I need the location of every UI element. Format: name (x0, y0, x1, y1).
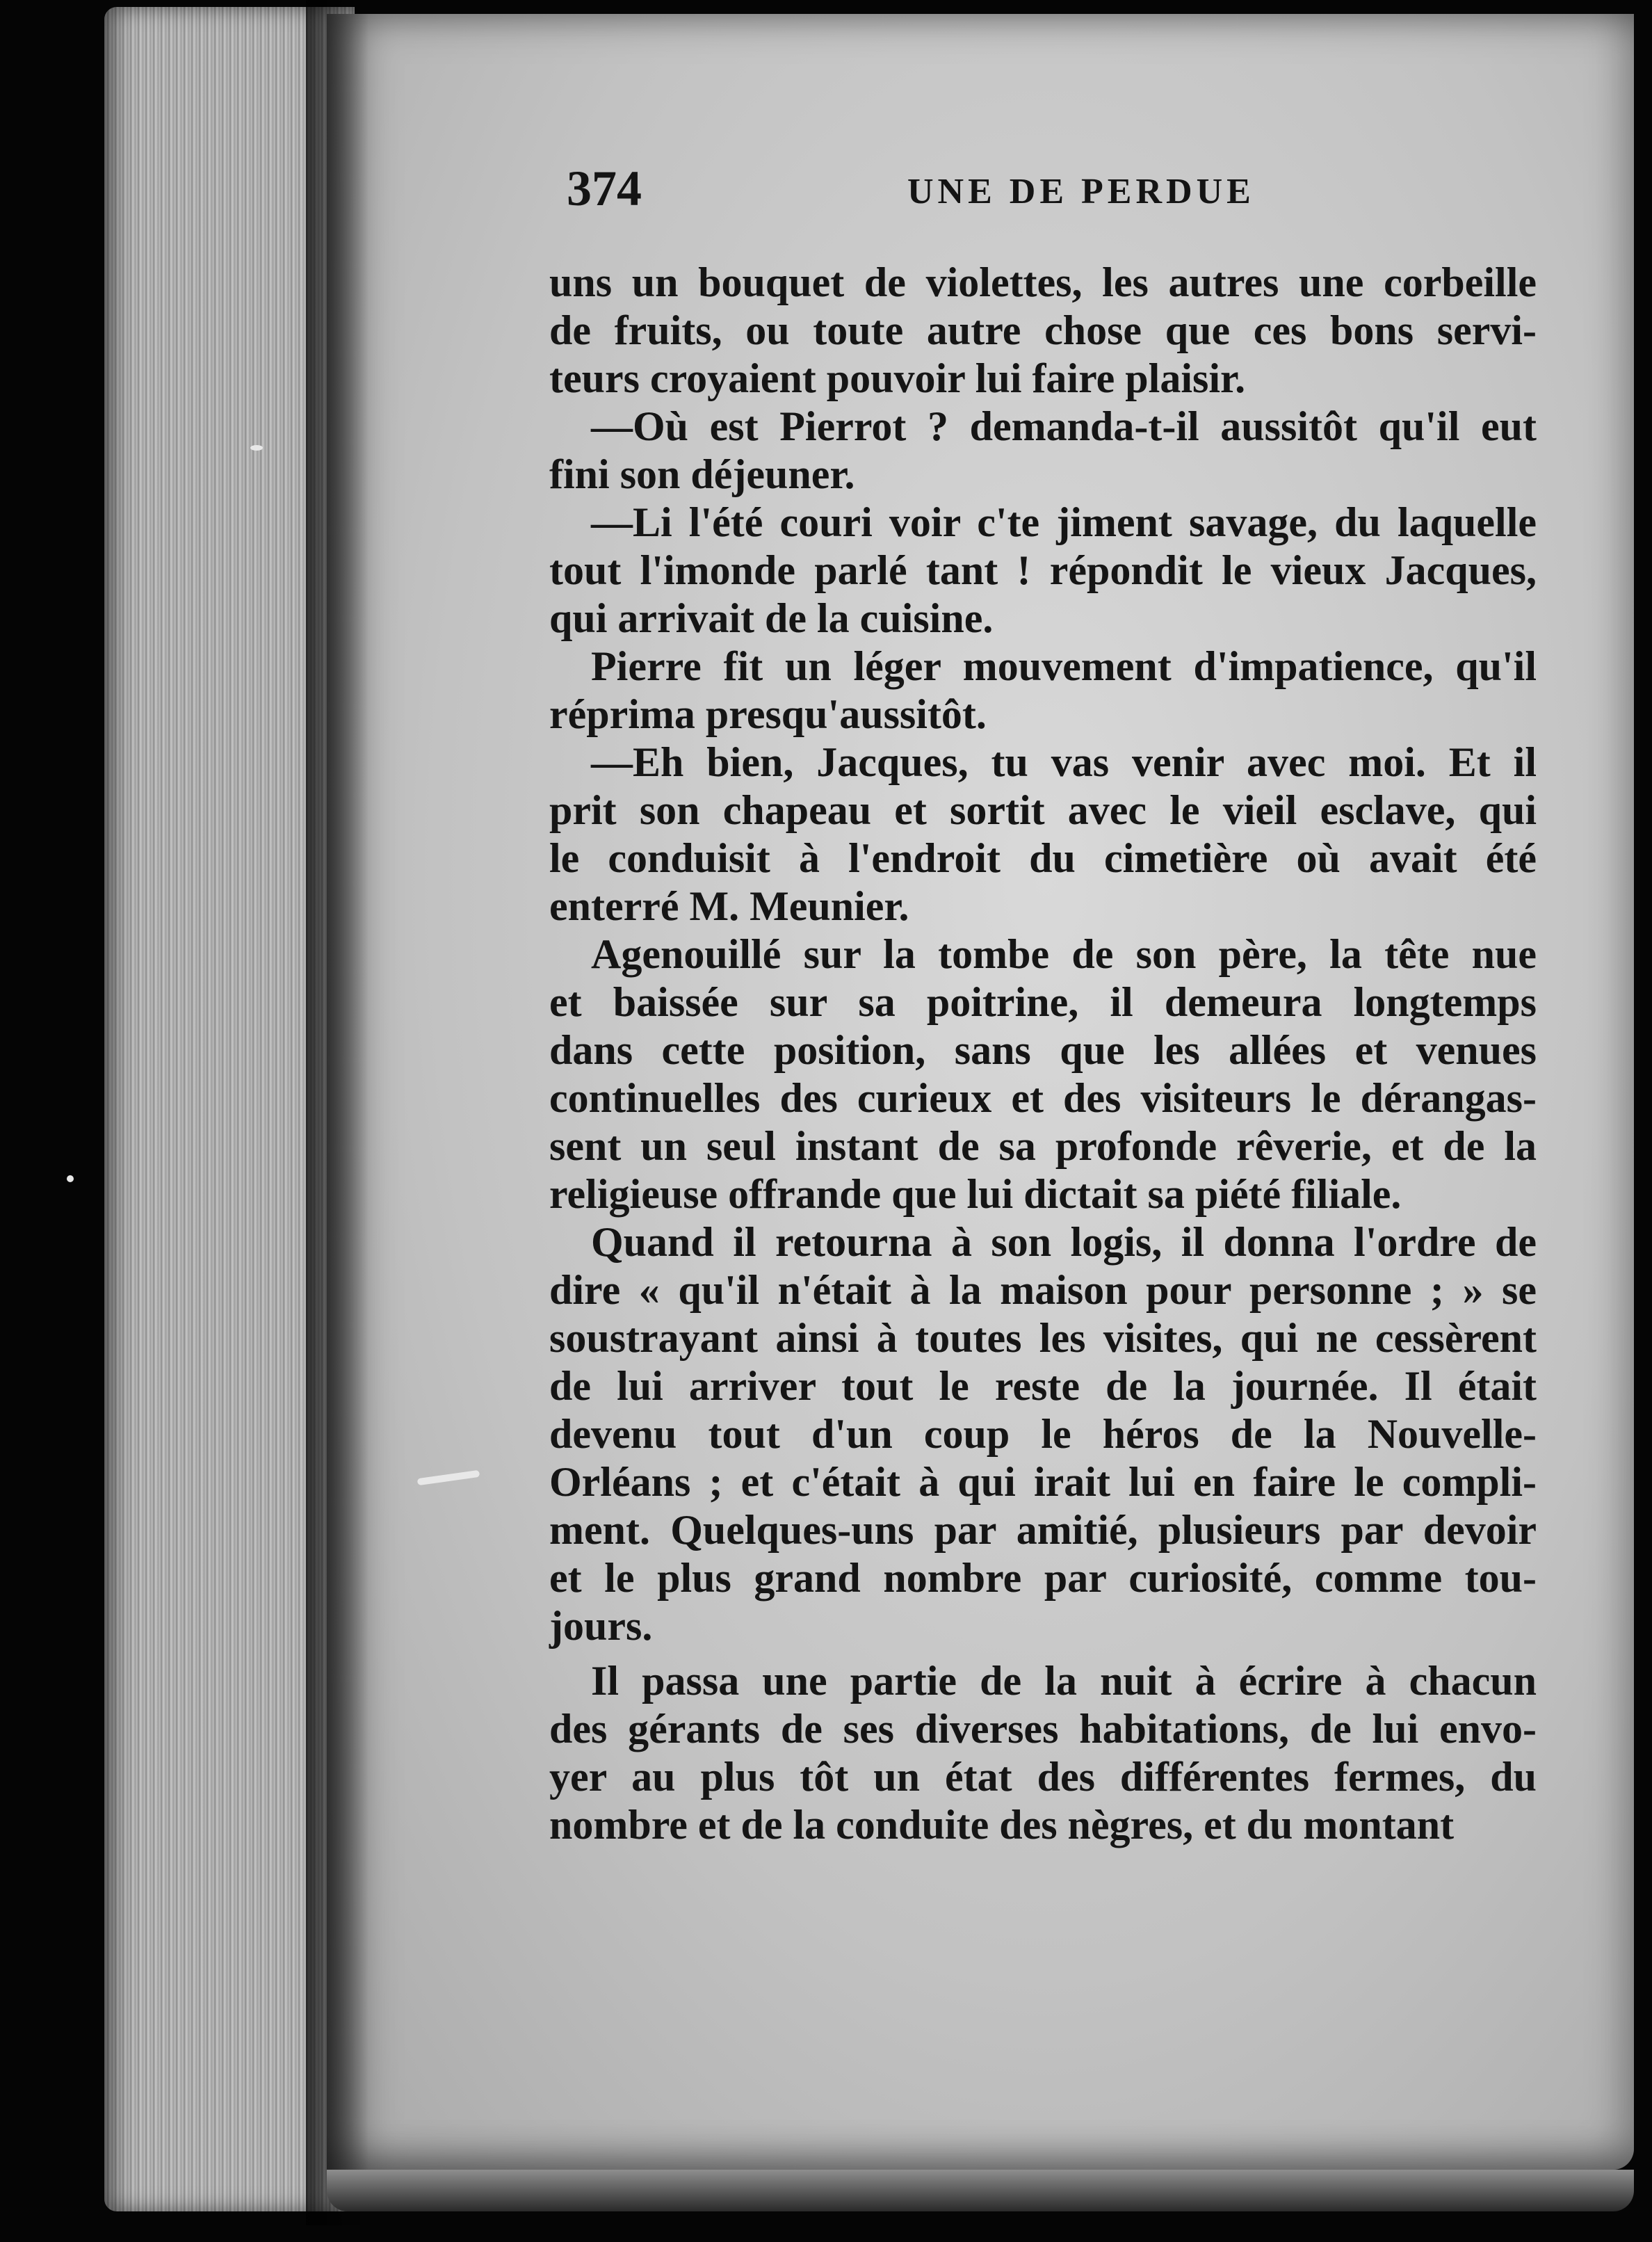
binding-shadow (306, 0, 369, 2225)
text-line: tout l'imonde parlé tant ! répondit le vieux Jacques, (549, 547, 1537, 593)
page-header (567, 160, 1554, 223)
text-line: dire « qu'il n'était à la maison pour personne ; » se (549, 1267, 1537, 1313)
text-line: Orléans ; et c'était à qui irait lui en faire le compli- (549, 1459, 1537, 1505)
page-number: 374 (567, 161, 642, 216)
text-line: dans cette position, sans que les allées et venues (549, 1027, 1537, 1073)
text-line: de lui arriver tout le reste de la journée. Il était (549, 1363, 1537, 1409)
text-line: Il passa une partie de la nuit à écrire à chacun (591, 1658, 1537, 1704)
paragraph (549, 643, 1537, 739)
text-line: et baissée sur sa poitrine, il demeura longtemps (549, 979, 1537, 1025)
text-line: —Li l'été couri voir c'te jiment savage, du laquelle (591, 499, 1537, 545)
text-line: Agenouillé sur la tombe de son père, la tête nue (591, 931, 1537, 977)
text-line: qui arrivait de la cuisine. (549, 595, 994, 641)
text-line: Pierre fit un léger mouvement d'impatience, qu'il (591, 643, 1537, 689)
text-line: nombre et de la conduite des nègres, et du montant (549, 1802, 1455, 1848)
paragraph (549, 1657, 1537, 1849)
paragraph (549, 499, 1537, 643)
paragraph (549, 930, 1537, 1218)
text-line: ment. Quelques-uns par amitié, plusieurs par devoir (549, 1507, 1537, 1553)
text-line: sent un seul instant de sa profonde rêverie, et de la (549, 1123, 1537, 1169)
text-line: de fruits, ou toute autre chose que ces bons servi- (549, 307, 1537, 353)
scan-speck (67, 1175, 74, 1182)
page-bottom-edge (327, 2170, 1634, 2211)
text-line: enterré M. Meunier. (549, 883, 909, 929)
text-line: fini son déjeuner. (549, 451, 855, 497)
paragraph (549, 403, 1537, 499)
text-line: soustrayant ainsi à toutes les visites, qui ne cessèrent (549, 1315, 1537, 1361)
text-line: et le plus grand nombre par curiosité, comme tou- (549, 1555, 1537, 1601)
text-line: —Eh bien, Jacques, tu vas venir avec moi. Et il (591, 739, 1537, 785)
text-line: réprima presqu'aussitôt. (549, 691, 987, 737)
paragraph (549, 739, 1537, 930)
text-line: le conduisit à l'endroit du cimetière où avait été (549, 835, 1537, 881)
text-line: uns un bouquet de violettes, les autres une corbeille (549, 259, 1537, 305)
text-line: jours. (549, 1603, 653, 1649)
text-line: prit son chapeau et sortit avec le vieil esclave, qui (549, 787, 1537, 833)
text-line: —Où est Pierrot ? demanda-t-il aussitôt qu'il eut (591, 403, 1537, 449)
text-line: Quand il retourna à son logis, il donna l'ordre de (591, 1219, 1537, 1265)
paragraph (549, 259, 1537, 403)
text-line: devenu tout d'un coup le héros de la Nouvelle- (549, 1411, 1537, 1457)
text-line: teurs croyaient pouvoir lui faire plaisir. (549, 355, 1246, 401)
paragraph (549, 1218, 1537, 1650)
text-line: religieuse offrande que lui dictait sa piété filiale. (549, 1171, 1402, 1217)
running-title: UNE DE PERDUE (907, 172, 1255, 211)
text-line: continuelles des curieux et des visiteurs le dérangas- (549, 1075, 1537, 1121)
text-line: yer au plus tôt un état des différentes fermes, du (549, 1754, 1537, 1800)
text-line: des gérants de ses diverses habitations, de lui envo- (549, 1706, 1537, 1752)
body-text (549, 259, 1537, 1849)
scan-speck (250, 445, 263, 451)
